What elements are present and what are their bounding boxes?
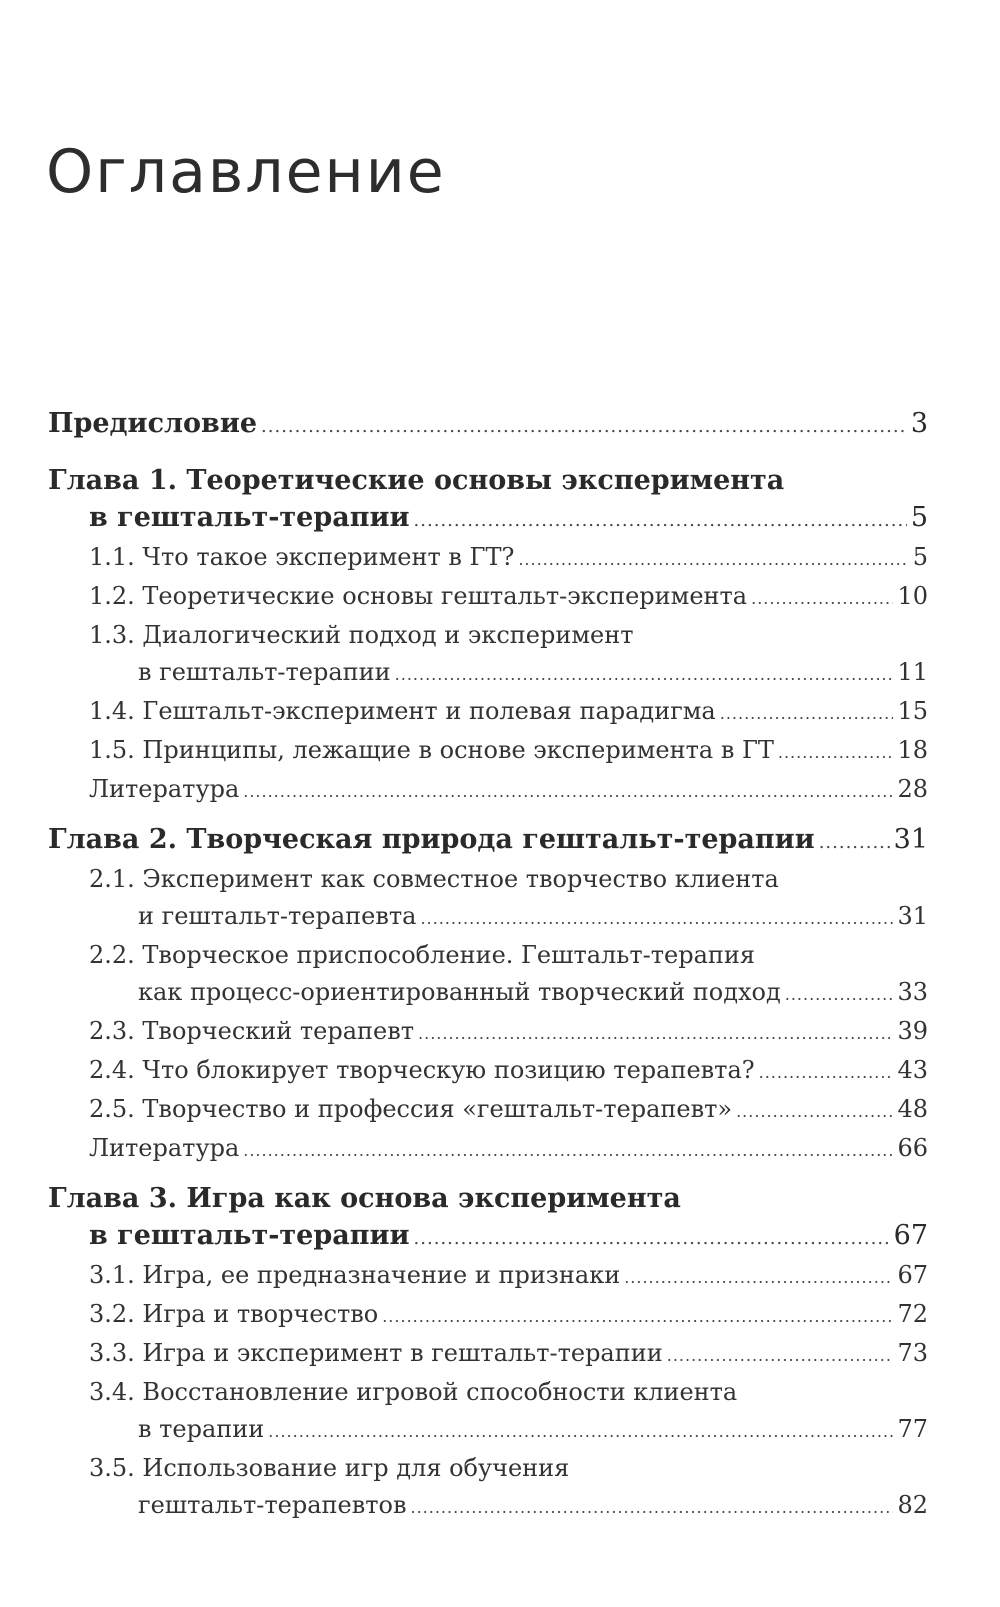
toc-entry-title-cont: как процесс-ориентированный творческий подход	[138, 978, 781, 1006]
toc-section-1-3[interactable]	[48, 617, 928, 693]
toc-entry-title: 2.4. Что блокирует творческую позицию терапевта?	[89, 1056, 755, 1084]
toc-section-1-2[interactable]	[48, 578, 928, 617]
page-title: Оглавление	[46, 137, 446, 207]
toc-entry-title: 1.3. Диалогический подход и эксперимент	[89, 621, 634, 649]
toc-entry-title: 3.2. Игра и творчество	[89, 1300, 379, 1328]
page-number: 72	[897, 1300, 928, 1328]
dot-leader	[414, 499, 907, 539]
toc-entry-title: Литература	[89, 775, 240, 803]
page-number: 3	[910, 408, 928, 439]
toc-entry-preface[interactable]	[48, 405, 928, 445]
page-number: 5	[910, 502, 928, 533]
dot-leader	[410, 1487, 893, 1526]
toc-entry-title-cont: в гештальт-терапии	[138, 658, 391, 686]
page-number: 10	[897, 582, 928, 610]
toc-entry-title: 3.4. Восстановление игровой способности клиента	[89, 1378, 738, 1406]
page-number: 67	[897, 1261, 928, 1289]
page-number: 82	[897, 1491, 928, 1519]
page-number: 31	[893, 824, 928, 855]
page-number: 67	[893, 1220, 928, 1251]
dot-leader	[518, 539, 908, 578]
dot-leader	[736, 1091, 893, 1130]
dot-leader	[243, 1130, 893, 1169]
page-number: 73	[897, 1339, 928, 1367]
page-number: 48	[897, 1095, 928, 1123]
toc-entry-title: 1.2. Теоретические основы гештальт-эксперимента	[89, 582, 748, 610]
dot-leader	[382, 1296, 893, 1335]
dot-leader	[819, 821, 890, 861]
toc-chapter-3[interactable]	[48, 1180, 928, 1257]
toc-chapter-2[interactable]	[48, 821, 928, 861]
toc-entry-title: 3.1. Игра, ее предназначение и признаки	[89, 1261, 621, 1289]
toc-entry-title-cont: в гештальт-терапии	[89, 502, 410, 533]
toc-section-3-2[interactable]	[48, 1296, 928, 1335]
dot-leader	[759, 1052, 894, 1091]
dot-leader	[243, 771, 893, 810]
dot-leader	[778, 732, 894, 771]
toc-section-2-3[interactable]	[48, 1013, 928, 1052]
dot-leader	[420, 898, 893, 937]
toc-section-1-5[interactable]	[48, 732, 928, 771]
dot-leader	[414, 1217, 890, 1257]
dot-leader	[395, 654, 894, 693]
toc-section-1-4[interactable]	[48, 693, 928, 732]
page-number: 33	[897, 978, 928, 1006]
page-number: 11	[897, 658, 928, 686]
dot-leader	[418, 1013, 893, 1052]
toc-entry-title: Литература	[89, 1134, 240, 1162]
toc-section-3-5[interactable]	[48, 1450, 928, 1526]
page-number: 39	[897, 1017, 928, 1045]
page-number: 77	[897, 1415, 928, 1443]
toc-section-3-4[interactable]	[48, 1374, 928, 1450]
toc-entry-title: 2.5. Творчество и профессия «гештальт-терапевт»	[89, 1095, 733, 1123]
toc-entry-title: Предисловие	[48, 408, 258, 439]
toc-entry-title: 1.1. Что такое эксперимент в ГТ?	[89, 543, 515, 571]
toc-entry-title-cont: и гештальт-терапевта	[138, 902, 417, 930]
toc-literature-1[interactable]	[48, 771, 928, 810]
toc-entry-title: 1.5. Принципы, лежащие в основе эксперимента в ГТ	[89, 736, 774, 764]
page-number: 31	[897, 902, 928, 930]
dot-leader	[667, 1335, 894, 1374]
toc-literature-2[interactable]	[48, 1130, 928, 1169]
dot-leader	[268, 1411, 893, 1450]
dot-leader	[785, 974, 894, 1013]
toc-section-2-5[interactable]	[48, 1091, 928, 1130]
page-number: 66	[897, 1134, 928, 1162]
toc-entry-title-cont: в терапии	[138, 1415, 265, 1443]
toc-entry-title-cont: в гештальт-терапии	[89, 1220, 410, 1251]
toc-entry-title-cont: гештальт-терапевтов	[138, 1491, 407, 1519]
toc-entry-title: Глава 3. Игра как основа эксперимента	[48, 1183, 681, 1214]
page-number: 15	[897, 697, 928, 725]
toc-section-1-1[interactable]	[48, 539, 928, 578]
toc-section-2-2[interactable]	[48, 937, 928, 1013]
table-of-contents	[48, 405, 928, 1526]
toc-entry-title: Глава 1. Теоретические основы эксперимента	[48, 465, 785, 496]
toc-entry-title: 2.2. Творческое приспособление. Гештальт-терапия	[89, 941, 756, 969]
dot-leader	[751, 578, 893, 617]
toc-entry-title: 2.1. Эксперимент как совместное творчество клиента	[89, 865, 779, 893]
dot-leader	[720, 693, 894, 732]
dot-leader	[624, 1257, 893, 1296]
toc-section-2-4[interactable]	[48, 1052, 928, 1091]
page-number: 43	[897, 1056, 928, 1084]
toc-entry-title: 2.3. Творческий терапевт	[89, 1017, 415, 1045]
toc-section-3-1[interactable]	[48, 1257, 928, 1296]
page-number: 28	[897, 775, 928, 803]
page-number: 5	[912, 543, 928, 571]
toc-entry-title: 3.5. Использование игр для обучения	[89, 1454, 570, 1482]
dot-leader	[261, 405, 907, 445]
toc-entry-title: 1.4. Гештальт-эксперимент и полевая парадигма	[89, 697, 716, 725]
page-number: 18	[897, 736, 928, 764]
toc-entry-title: Глава 2. Творческая природа гештальт-терапии	[48, 824, 815, 855]
toc-entry-title: 3.3. Игра и эксперимент в гештальт-терапии	[89, 1339, 663, 1367]
toc-section-2-1[interactable]	[48, 861, 928, 937]
toc-chapter-1[interactable]	[48, 462, 928, 539]
toc-section-3-3[interactable]	[48, 1335, 928, 1374]
